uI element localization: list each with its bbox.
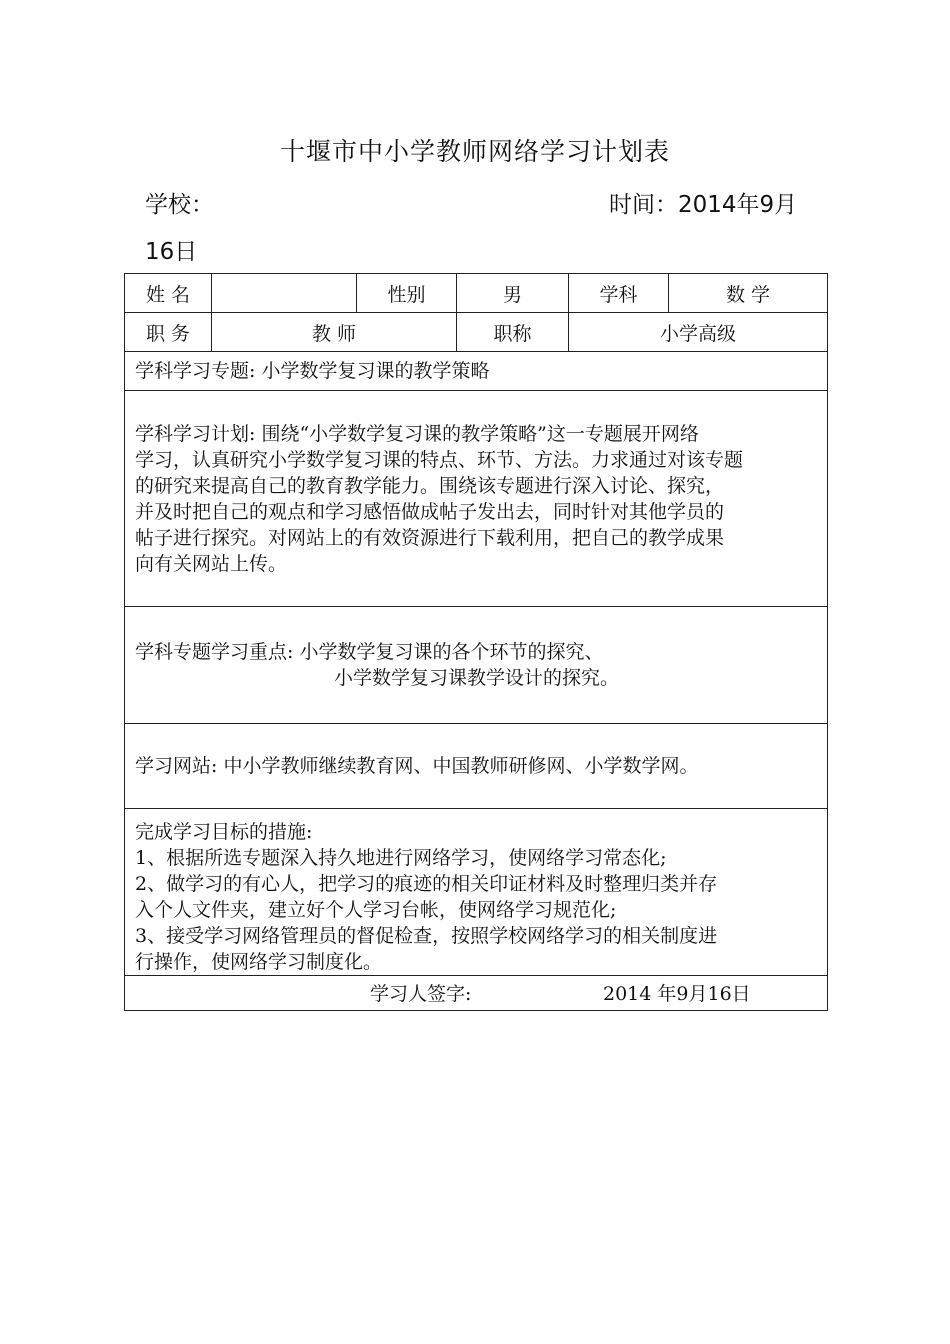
table-row [125, 809, 828, 976]
position-label: 职 务 [125, 313, 212, 352]
plan-line: 并及时把自己的观点和学习感悟做成帖子发出去，同时针对其他学员的 [135, 500, 725, 523]
table-row [125, 391, 828, 607]
measures-line: 2、做学习的有心人，把学习的痕迹的相关印证材料及时整理归类并存 [135, 873, 718, 895]
table-row [125, 976, 828, 1011]
study-plan [125, 391, 828, 607]
gender-label: 性别 [357, 274, 457, 313]
plan-line: 向有关网站上传。 [135, 552, 288, 575]
measures-line: 入个人文件夹，建立好个人学习台帐，使网络学习规范化; [135, 899, 617, 921]
table-row [125, 352, 828, 391]
table-row [125, 607, 828, 724]
focus-line: 学科专题学习重点: 小学数学复习课的各个环节的探究、 [135, 641, 604, 663]
focus-line: 小学数学复习课教学设计的探究。 [334, 667, 620, 689]
plan-form-table [124, 273, 828, 1011]
study-focus [125, 607, 828, 724]
table-row [125, 724, 828, 809]
study-websites: 学习网站: 中小学教师继续教育网、中国教师研修网、小学数学网。 [125, 724, 828, 809]
table-row [125, 274, 828, 313]
subject-value: 数 学 [669, 274, 828, 313]
gender-value: 男 [457, 274, 569, 313]
study-topic: 学科学习专题: 小学数学复习课的教学策略 [125, 352, 828, 391]
plan-line: 学科学习计划: 围绕“小学数学复习课的教学策略”这一专题展开网络 [135, 422, 699, 445]
signature-date: 2014 年9月16日 [603, 983, 751, 1005]
measures-line: 完成学习目标的措施: [135, 821, 313, 843]
position-value: 教 师 [212, 313, 457, 352]
document-title: 十堰市中小学教师网络学习计划表 [279, 137, 670, 166]
title-value: 小学高级 [569, 313, 828, 352]
table-row [125, 313, 828, 352]
measures-line: 1、根据所选专题深入持久地进行网络学习，使网络学习常态化; [135, 847, 667, 869]
signature-row [125, 976, 828, 1011]
plan-line: 的研究来提高自己的教育教学能力。围绕该专题进行深入讨论、探究， [135, 474, 725, 497]
date-label: 时间：2014年9月 [609, 192, 798, 218]
study-measures [125, 809, 828, 976]
measures-line: 3、接受学习网络管理员的督促检查，按照学校网络学习的相关制度进 [135, 925, 718, 947]
measures-line: 行操作，使网络学习制度化。 [135, 951, 383, 973]
subject-label: 学科 [569, 274, 669, 313]
plan-line: 帖子进行探究。对网站上的有效资源进行下载利用，把自己的教学成果 [135, 526, 725, 549]
date-tail: 16日 [145, 239, 198, 265]
name-label: 姓 名 [125, 274, 212, 313]
school-label: 学校： [145, 192, 214, 218]
plan-line: 学习，认真研究小学数学复习课的特点、环节、方法。力求通过对该专题 [135, 448, 744, 471]
name-value [212, 274, 357, 313]
signature-label: 学习人签字: [370, 983, 472, 1005]
title-label: 职称 [457, 313, 569, 352]
